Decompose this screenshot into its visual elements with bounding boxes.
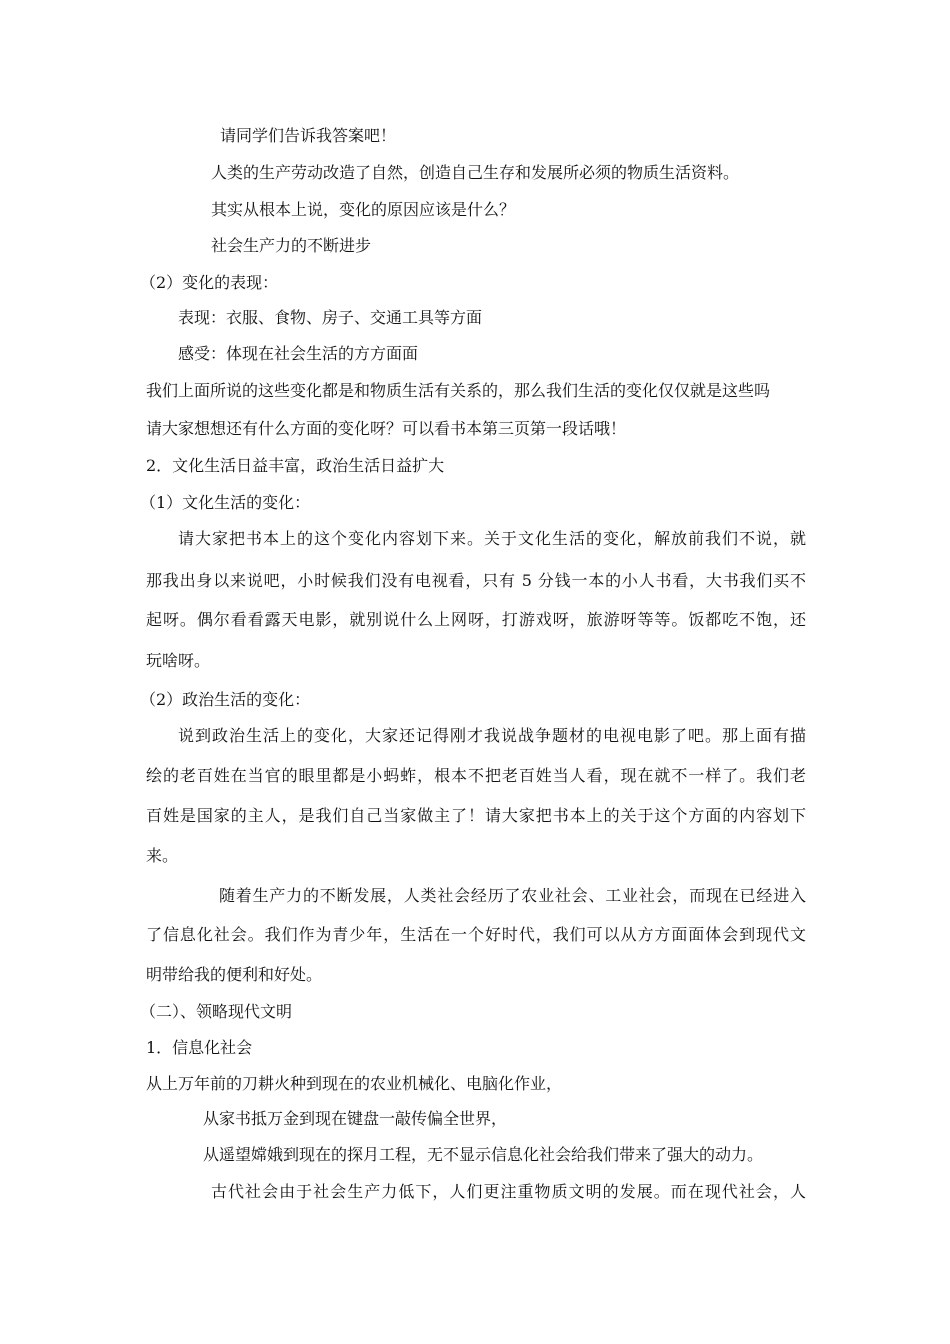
section-heading: （2）政治生活的变化：	[140, 690, 311, 709]
paragraph-line: 起呀。偶尔看看露天电影，就别说什么上网呀，打游戏呀，旅游呀等等。饭都吃不饱，还	[146, 610, 806, 629]
section-heading: （1）文化生活的变化：	[140, 493, 311, 512]
paragraph-line: 那我出身以来说吧，小时候我们没有电视看，只有 5 分钱一本的小人书看，大书我们买不	[146, 571, 806, 590]
paragraph-line: 了信息化社会。我们作为青少年，生活在一个好时代，我们可以从方方面面体会到现代文	[146, 925, 806, 944]
paragraph-line: 来。	[146, 846, 179, 865]
section-heading: 1．信息化社会	[146, 1038, 253, 1057]
paragraph-line: 明带给我的便利和好处。	[146, 965, 323, 984]
text-line: 社会生产力的不断进步	[211, 236, 372, 255]
text-line: 从遥望嫦娥到现在的探月工程，无不显示信息化社会给我们带来了强大的动力。	[203, 1145, 764, 1164]
text-line: 表现：衣服、食物、房子、交通工具等方面	[178, 308, 483, 327]
paragraph-line: 古代社会由于社会生产力低下，人们更注重物质文明的发展。而在现代社会，人	[211, 1182, 806, 1201]
paragraph-line: 绘的老百姓在当官的眼里都是小蚂蚱，根本不把老百姓当人看，现在就不一样了。我们老	[146, 766, 806, 785]
text-line: 从上万年前的刀耕火种到现在的农业机械化、电脑化作业，	[146, 1074, 563, 1093]
paragraph-line: 说到政治生活上的变化，大家还记得刚才我说战争题材的电视电影了吧。那上面有描	[178, 726, 806, 745]
paragraph-line: 请大家把书本上的这个变化内容划下来。关于文化生活的变化，解放前我们不说，就	[178, 529, 806, 548]
text-line: 感受：体现在社会生活的方方面面	[178, 344, 419, 363]
paragraph-line: 随着生产力的不断发展，人类社会经历了农业社会、工业社会，而现在已经进入	[219, 886, 806, 905]
text-line: 我们上面所说的这些变化都是和物质生活有关系的，那么我们生活的变化仅仅就是这些吗	[146, 381, 771, 400]
text-line: 人类的生产劳动改造了自然，创造自己生存和发展所必须的物质生活资料。	[211, 163, 740, 182]
text-line: 请同学们告诉我答案吧！	[220, 126, 397, 145]
paragraph-line: 玩啥呀。	[146, 651, 211, 670]
text-line: 其实从根本上说，变化的原因应该是什么？	[211, 200, 516, 219]
text-line: 从家书抵万金到现在键盘一敲传偏全世界，	[203, 1109, 508, 1128]
section-heading: 2．文化生活日益丰富，政治生活日益扩大	[146, 456, 445, 475]
section-heading: （二）、领略现代文明	[140, 1002, 293, 1021]
paragraph-line: 百姓是国家的主人，是我们自己当家做主了！请大家把书本上的关于这个方面的内容划下	[146, 806, 806, 825]
section-heading: （2）变化的表现：	[140, 273, 279, 292]
text-line: 请大家想想还有什么方面的变化呀？可以看书本第三页第一段话哦！	[146, 419, 627, 438]
